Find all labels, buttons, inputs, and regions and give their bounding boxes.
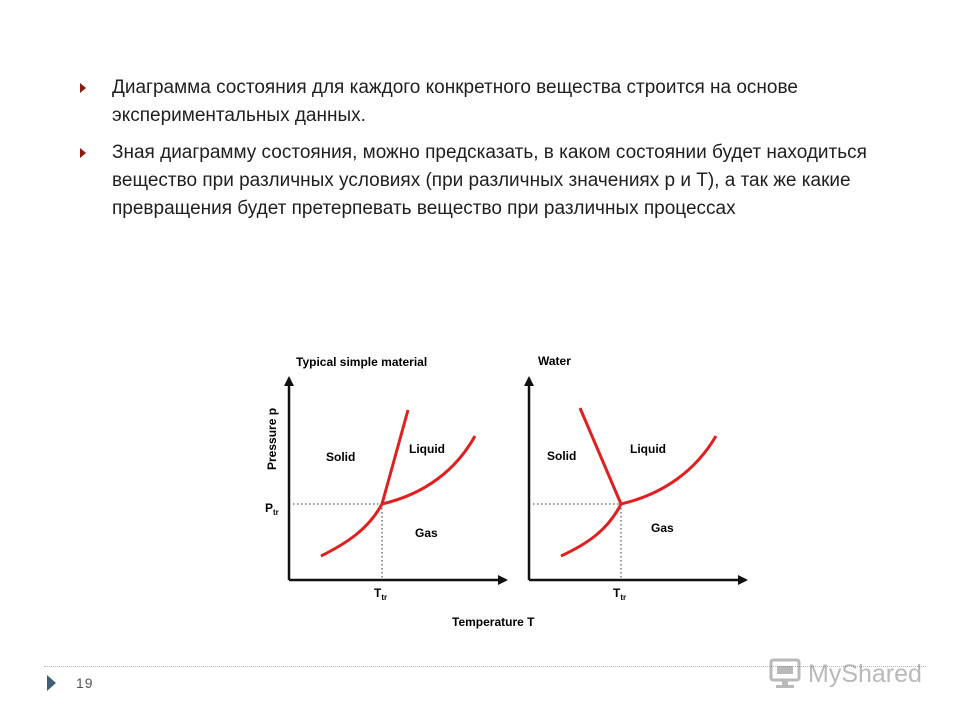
left-gas-label: Gas: [415, 526, 438, 540]
left-solid-label: Solid: [326, 450, 356, 464]
bullet-text: Диаграмма состояния для каждого конкретного вещества строится на основе экспериментальных данных.: [112, 77, 798, 126]
footer-arrow-icon: [47, 675, 56, 691]
right-sublimation-curve: [561, 504, 621, 556]
right-ttr-label: $T_{tr}$: [613, 586, 627, 602]
left-ttr-label: $T_{tr}$: [374, 586, 388, 602]
right-gas-label: Gas: [651, 521, 674, 535]
ptr-label: $P_{tr}$: [265, 501, 279, 517]
watermark-text: MyShared: [808, 659, 922, 688]
right-liquid-label: Liquid: [630, 442, 666, 456]
y-axis-label: Pressure p: [265, 407, 279, 470]
bullet-text: Зная диаграмму состояния, можно предсказать, в каком состоянии будет находиться вещество при различных условиях (при различных значениях р и Т), а так же какие превращения будет претерпевать вещество при различных процессах: [112, 142, 867, 219]
page-number: 19: [76, 675, 94, 691]
left-melting-curve: [382, 410, 408, 504]
left-diagram-title: Typical simple material: [296, 355, 428, 369]
right-phase-diagram: [529, 354, 746, 602]
right-melting-curve: [580, 408, 621, 504]
right-solid-label: Solid: [547, 449, 577, 463]
watermark: [768, 656, 922, 692]
x-axis-label: Temperature T: [452, 615, 535, 629]
watermark-logo-icon: [768, 658, 802, 690]
left-phase-diagram: [265, 355, 506, 602]
left-sublimation-curve: [321, 504, 382, 556]
right-diagram-title: Water: [538, 354, 571, 368]
left-liquid-label: Liquid: [409, 442, 445, 456]
